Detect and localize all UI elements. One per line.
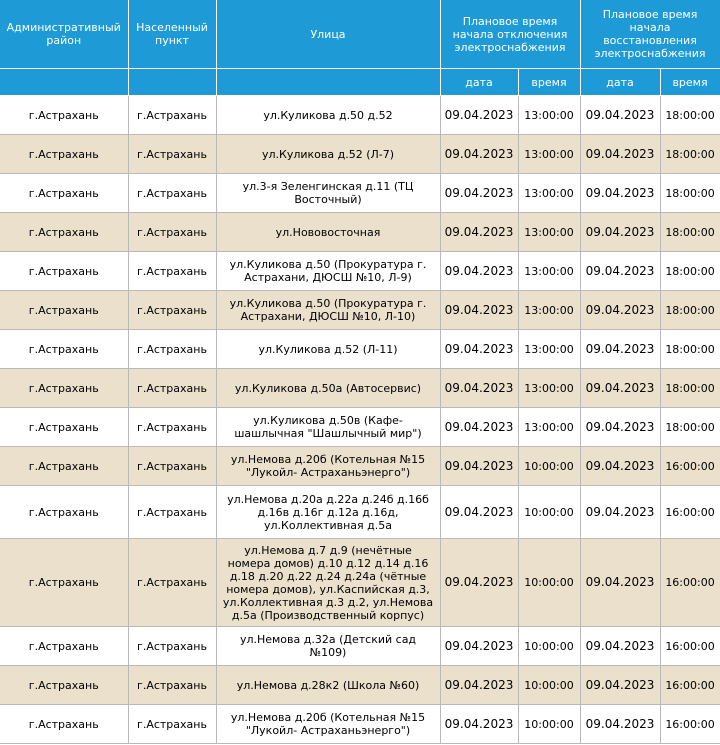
cell-locality: г.Астрахань [128,408,216,447]
table-header [0,0,720,96]
table-row [0,369,720,408]
table-row [0,627,720,666]
table-row [0,447,720,486]
cell-off-time: 13:00:00 [518,252,580,291]
cell-street: ул.Немова д.7 д.9 (нечётные номера домов) д.10 д.12 д.14 д.16 д.18 д.20 д.22 д.24 д.24а (чётные номера домов), ул.Каспийская д.3, ул.Коллективная д.3 д.2, ул.Немова д.5а (Производственный корпус) [216,539,440,627]
cell-restore-date: 09.04.2023 [580,369,660,408]
cell-street: ул.Немова д.20б (Котельная №15 "Лукойл- Астраханьэнерго") [216,705,440,744]
cell-district: г.Астрахань [0,627,128,666]
cell-off-date: 09.04.2023 [440,213,518,252]
table-row [0,135,720,174]
cell-restore-time: 16:00:00 [660,705,720,744]
cell-locality: г.Астрахань [128,486,216,539]
cell-locality: г.Астрахань [128,96,216,135]
cell-restore-time: 18:00:00 [660,369,720,408]
table-body [0,96,720,744]
cell-off-date: 09.04.2023 [440,291,518,330]
cell-off-time: 13:00:00 [518,213,580,252]
cell-off-time: 13:00:00 [518,96,580,135]
cell-restore-time: 18:00:00 [660,252,720,291]
cell-locality: г.Астрахань [128,135,216,174]
cell-district: г.Астрахань [0,96,128,135]
cell-street: ул.Куликова д.50 (Прокуратура г. Астрахани, ДЮСШ №10, Л-10) [216,291,440,330]
cell-district: г.Астрахань [0,666,128,705]
cell-street: ул.Куликова д.50 д.52 [216,96,440,135]
cell-district: г.Астрахань [0,174,128,213]
cell-off-date: 09.04.2023 [440,174,518,213]
cell-off-date: 09.04.2023 [440,705,518,744]
cell-restore-date: 09.04.2023 [580,135,660,174]
cell-restore-date: 09.04.2023 [580,666,660,705]
cell-off-date: 09.04.2023 [440,486,518,539]
cell-restore-time: 16:00:00 [660,539,720,627]
cell-off-date: 09.04.2023 [440,666,518,705]
cell-street: ул.3-я Зеленгинская д.11 (ТЦ Восточный) [216,174,440,213]
cell-off-time: 10:00:00 [518,666,580,705]
cell-restore-date: 09.04.2023 [580,408,660,447]
table-row [0,330,720,369]
table-row [0,539,720,627]
cell-restore-date: 09.04.2023 [580,96,660,135]
cell-restore-time: 16:00:00 [660,627,720,666]
cell-off-date: 09.04.2023 [440,408,518,447]
col-restore-time-header: Плановое время начала восстановления электроснабжения [580,0,720,69]
cell-restore-time: 18:00:00 [660,135,720,174]
col-locality-header: Населенный пункт [128,0,216,69]
cell-off-time: 13:00:00 [518,135,580,174]
cell-off-date: 09.04.2023 [440,369,518,408]
subhead-off-date: дата [440,69,518,96]
cell-street: ул.Куликова д.50 (Прокуратура г. Астрахани, ДЮСШ №10, Л-9) [216,252,440,291]
cell-restore-date: 09.04.2023 [580,174,660,213]
cell-restore-time: 18:00:00 [660,408,720,447]
cell-off-date: 09.04.2023 [440,330,518,369]
cell-restore-date: 09.04.2023 [580,213,660,252]
cell-street: ул.Куликова д.50в (Кафе-шашлычная "Шашлычный мир") [216,408,440,447]
cell-street: ул.Немова д.28к2 (Школа №60) [216,666,440,705]
cell-off-time: 13:00:00 [518,330,580,369]
cell-off-time: 10:00:00 [518,486,580,539]
cell-restore-time: 18:00:00 [660,96,720,135]
cell-locality: г.Астрахань [128,627,216,666]
cell-street: ул.Немова д.32а (Детский сад №109) [216,627,440,666]
cell-street: ул.Немова д.20б (Котельная №15 "Лукойл- Астраханьэнерго") [216,447,440,486]
cell-restore-time: 18:00:00 [660,291,720,330]
cell-restore-date: 09.04.2023 [580,291,660,330]
cell-off-time: 13:00:00 [518,369,580,408]
cell-street: ул.Нововосточная [216,213,440,252]
cell-restore-date: 09.04.2023 [580,627,660,666]
table-row [0,705,720,744]
cell-street: ул.Куликова д.50а (Автосервис) [216,369,440,408]
cell-locality: г.Астрахань [128,447,216,486]
cell-off-date: 09.04.2023 [440,252,518,291]
cell-off-time: 13:00:00 [518,408,580,447]
cell-off-time: 13:00:00 [518,291,580,330]
cell-street: ул.Немова д.20а д.22а д.24б д.16б д.16в д.16г д.12а д.16д, ул.Коллективная д.5а [216,486,440,539]
subhead-blank [0,69,128,96]
col-off-time-header: Плановое время начала отключения электроснабжения [440,0,580,69]
subhead-blank [128,69,216,96]
cell-district: г.Астрахань [0,408,128,447]
cell-off-time: 10:00:00 [518,539,580,627]
table-row [0,252,720,291]
table-row [0,291,720,330]
table-row [0,213,720,252]
cell-off-time: 10:00:00 [518,447,580,486]
cell-restore-date: 09.04.2023 [580,539,660,627]
cell-restore-time: 16:00:00 [660,447,720,486]
cell-off-time: 13:00:00 [518,174,580,213]
subhead-off-time: время [518,69,580,96]
cell-off-date: 09.04.2023 [440,135,518,174]
cell-locality: г.Астрахань [128,705,216,744]
cell-off-time: 10:00:00 [518,627,580,666]
cell-district: г.Астрахань [0,447,128,486]
cell-restore-time: 18:00:00 [660,174,720,213]
cell-restore-time: 18:00:00 [660,330,720,369]
cell-district: г.Астрахань [0,369,128,408]
cell-restore-date: 09.04.2023 [580,330,660,369]
table-row [0,96,720,135]
table-row [0,666,720,705]
cell-street: ул.Куликова д.52 (Л-7) [216,135,440,174]
cell-district: г.Астрахань [0,213,128,252]
cell-off-date: 09.04.2023 [440,539,518,627]
cell-locality: г.Астрахань [128,291,216,330]
cell-restore-date: 09.04.2023 [580,447,660,486]
cell-restore-time: 16:00:00 [660,666,720,705]
cell-off-date: 09.04.2023 [440,96,518,135]
cell-restore-date: 09.04.2023 [580,486,660,539]
cell-restore-time: 18:00:00 [660,213,720,252]
cell-locality: г.Астрахань [128,174,216,213]
subhead-restore-time: время [660,69,720,96]
cell-district: г.Астрахань [0,135,128,174]
cell-restore-date: 09.04.2023 [580,252,660,291]
cell-district: г.Астрахань [0,539,128,627]
cell-restore-date: 09.04.2023 [580,705,660,744]
cell-restore-time: 16:00:00 [660,486,720,539]
col-district-header: Административный район [0,0,128,69]
subhead-blank [216,69,440,96]
cell-district: г.Астрахань [0,330,128,369]
cell-off-date: 09.04.2023 [440,447,518,486]
cell-locality: г.Астрахань [128,252,216,291]
table-row [0,408,720,447]
cell-district: г.Астрахань [0,291,128,330]
cell-off-time: 10:00:00 [518,705,580,744]
cell-locality: г.Астрахань [128,330,216,369]
cell-off-date: 09.04.2023 [440,627,518,666]
subhead-restore-date: дата [580,69,660,96]
table-row [0,486,720,539]
table-row [0,174,720,213]
col-street-header: Улица [216,0,440,69]
cell-district: г.Астрахань [0,486,128,539]
cell-street: ул.Куликова д.52 (Л-11) [216,330,440,369]
cell-locality: г.Астрахань [128,539,216,627]
cell-locality: г.Астрахань [128,213,216,252]
cell-locality: г.Астрахань [128,369,216,408]
cell-locality: г.Астрахань [128,666,216,705]
cell-district: г.Астрахань [0,252,128,291]
cell-district: г.Астрахань [0,705,128,744]
